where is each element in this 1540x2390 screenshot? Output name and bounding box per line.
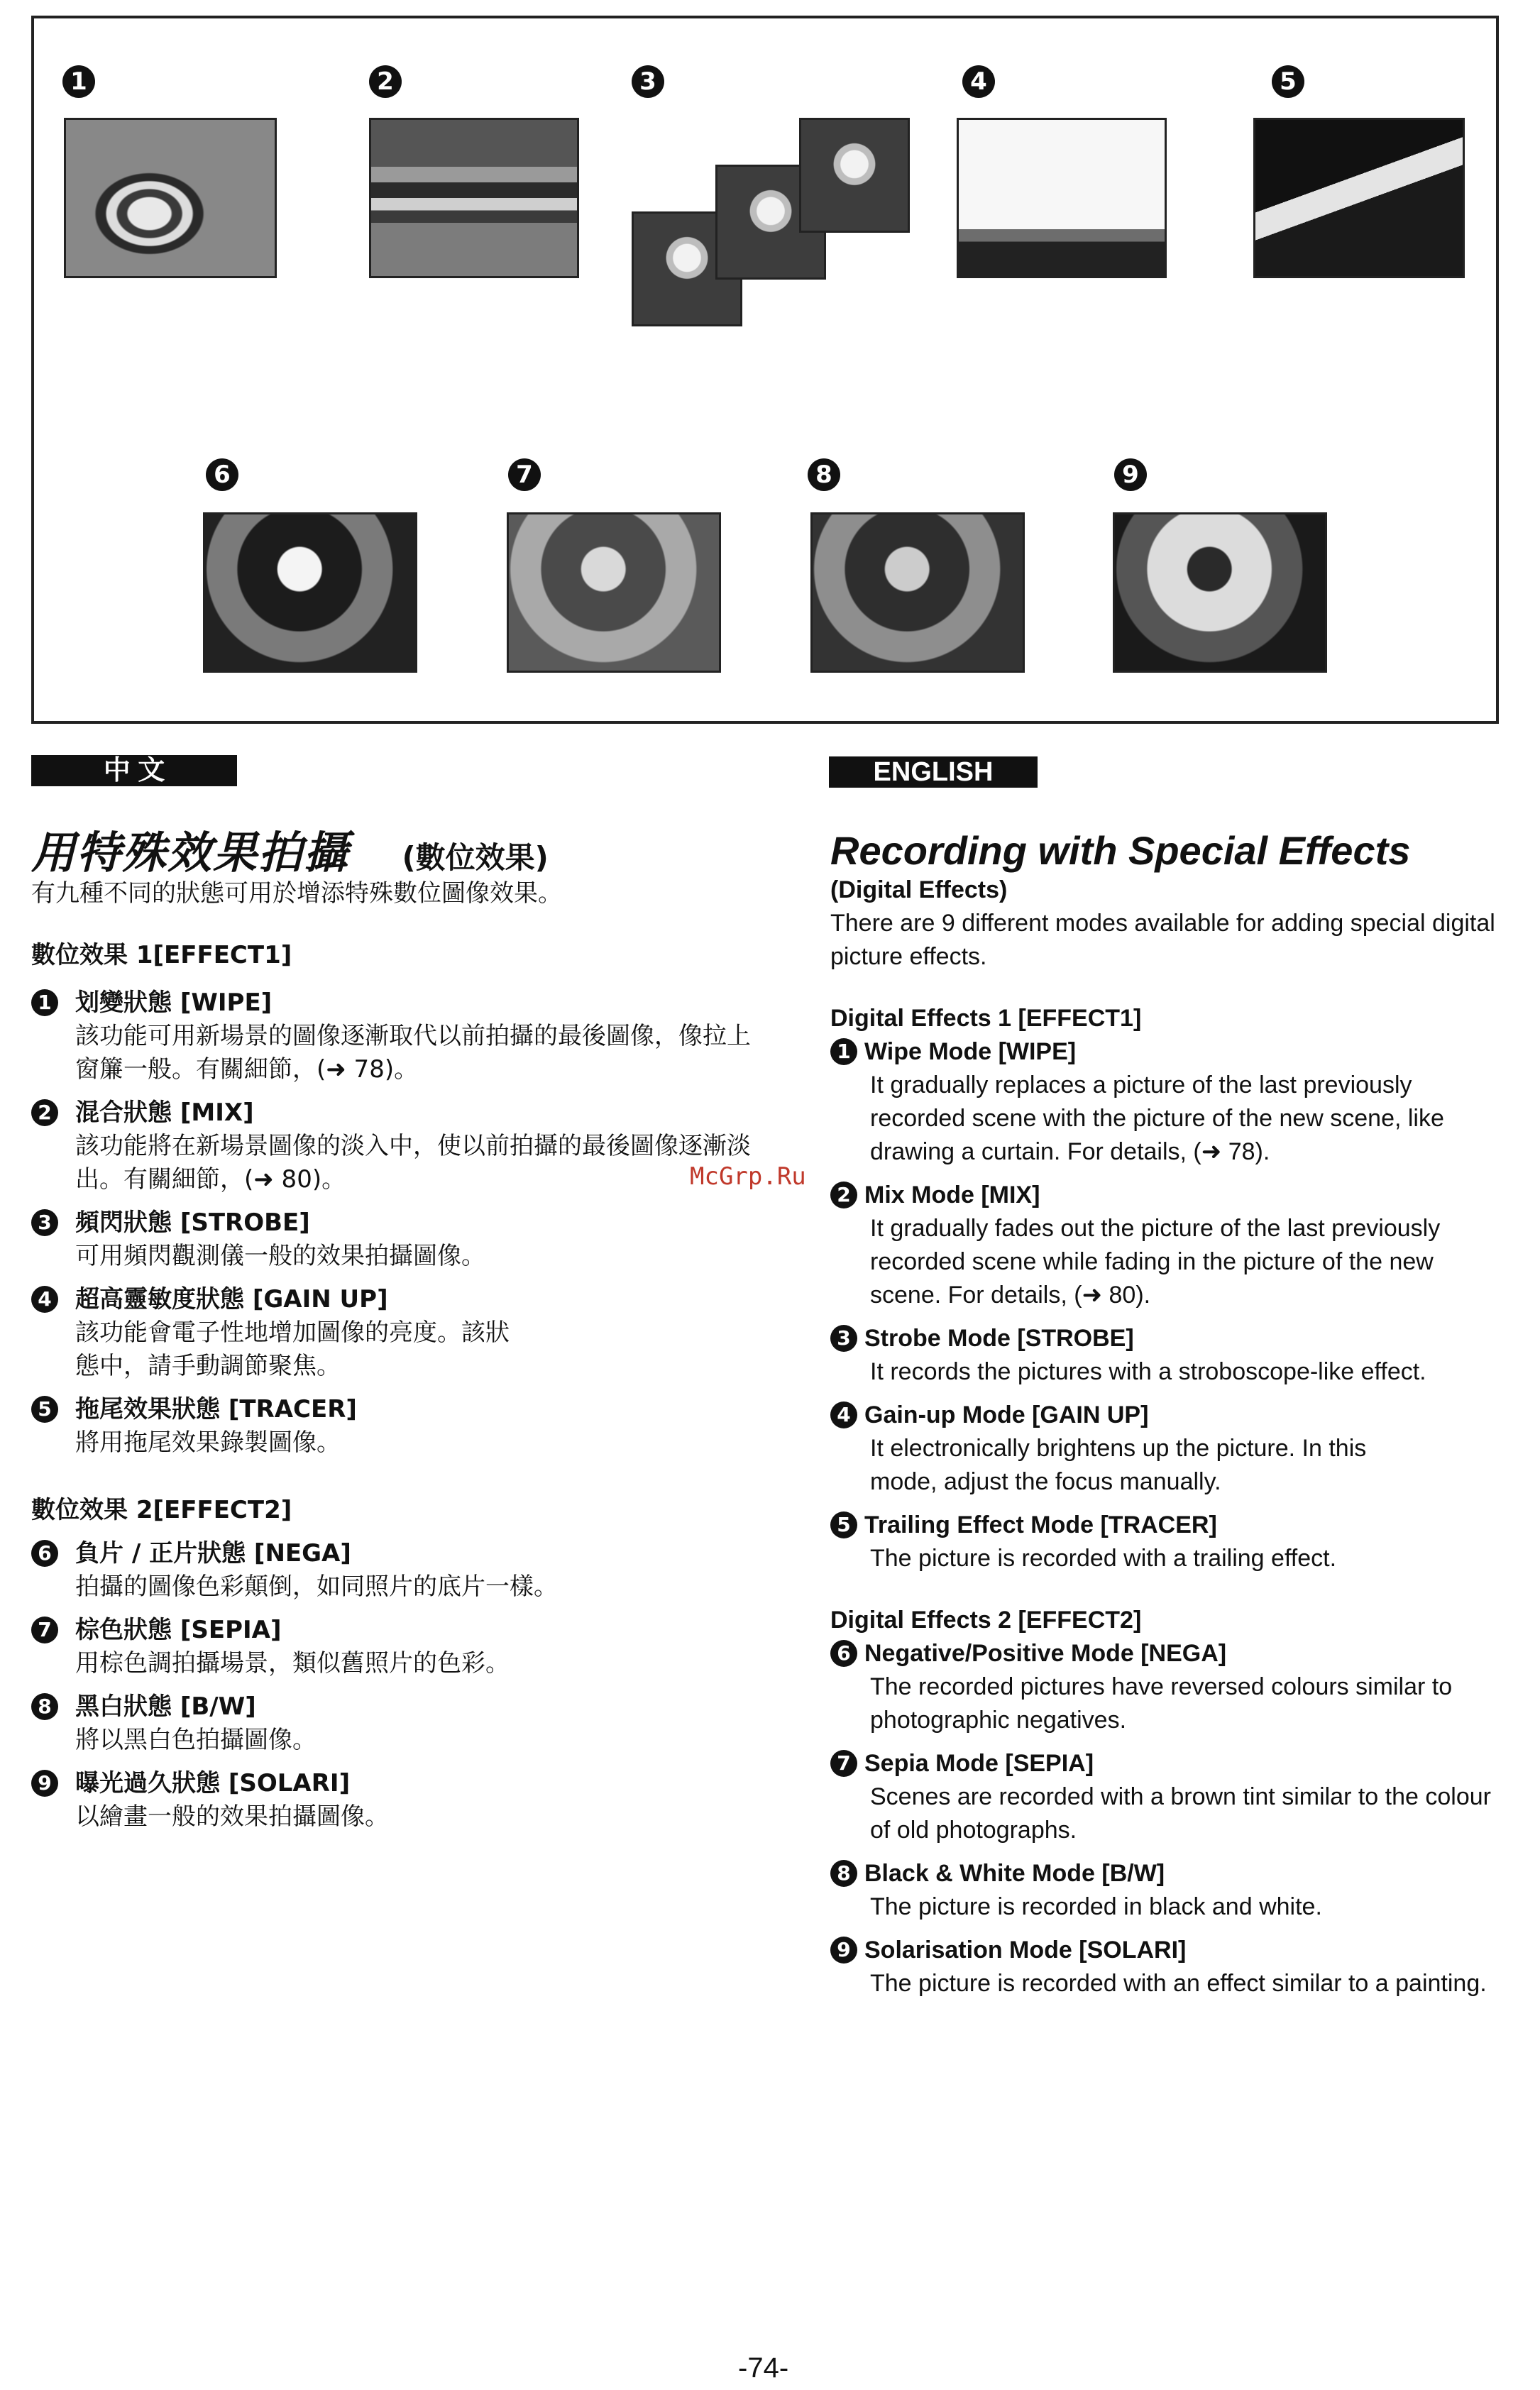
chinese-item-strobe <box>31 1206 769 1273</box>
number-4-icon: 4 <box>830 1401 857 1428</box>
number-3-icon: 3 <box>31 1209 58 1236</box>
photo-number-1: 1 <box>62 65 95 98</box>
english-item-description: The picture is recorded with a trailing effect. <box>870 1545 1337 1572</box>
english-intro: There are 9 different modes available for adding special digital picture effects. <box>830 910 1495 970</box>
english-item-heading: Strobe Mode [STROBE] <box>864 1325 1134 1352</box>
chinese-item-solari <box>31 1767 769 1834</box>
english-item-nega <box>830 1637 1505 1737</box>
chinese-item-description: 可用頻閃觀測儀一般的效果拍攝圖像。 <box>75 1242 485 1270</box>
english-column <box>830 827 1505 2000</box>
chinese-item-heading: 超高靈敏度狀態 [GAIN UP] <box>75 1285 388 1314</box>
chinese-item-description: 該功能將在新場景圖像的淡入中，使以前拍攝的最後圖像逐漸淡出。有關細節，(➜ 80)。 <box>75 1132 751 1194</box>
number-1-icon: 1 <box>830 1038 857 1065</box>
chinese-item-description: 用棕色調拍攝場景，類似舊照片的色彩。 <box>75 1649 510 1678</box>
page-number: -74- <box>738 2352 789 2384</box>
chinese-title-row <box>31 817 769 877</box>
photo-mix-example <box>369 118 579 278</box>
english-effect2-heading: Digital Effects 2 [EFFECT2] <box>830 1607 1142 1634</box>
chinese-item-heading: 曝光過久狀態 [SOLARI] <box>75 1769 351 1797</box>
number-6-icon: 6 <box>830 1640 857 1667</box>
english-item-description: The picture is recorded in black and white. <box>870 1893 1322 1920</box>
number-5-icon: 5 <box>830 1511 857 1538</box>
site-watermark: McGrp.Ru <box>690 1162 806 1191</box>
number-7-icon: 7 <box>830 1750 857 1777</box>
english-item-bw <box>830 1857 1505 1924</box>
english-section-badge: ENGLISH <box>829 756 1038 788</box>
chinese-section-badge: 中 文 <box>31 755 237 786</box>
chinese-effect1-heading: 數位效果 1[EFFECT1] <box>31 941 292 969</box>
english-item-description: It electronically brightens up the picture. In this mode, adjust the focus manually. <box>870 1435 1367 1495</box>
english-item-description: It gradually replaces a picture of the last previously recorded scene with the picture of the new scene, like drawing a curtain. For details, (➜ 78). <box>870 1072 1444 1165</box>
english-effect1-heading: Digital Effects 1 [EFFECT1] <box>830 1005 1142 1032</box>
photo-strobe-example-c <box>799 118 910 233</box>
photo-number-9: 9 <box>1114 458 1147 491</box>
chinese-item-heading: 拖尾效果狀態 [TRACER] <box>75 1395 357 1423</box>
chinese-item-description: 該功能可用新場景的圖像逐漸取代以前拍攝的最後圖像，像拉上窗簾一般。有關細節，(➜ 78)。 <box>75 1022 751 1084</box>
english-item-sepia <box>830 1747 1505 1847</box>
number-1-icon: 1 <box>31 989 58 1016</box>
photo-gainup-example <box>957 118 1167 278</box>
chinese-item-wipe <box>31 986 769 1086</box>
photo-wipe-example <box>64 118 277 278</box>
english-item-heading: Wipe Mode [WIPE] <box>864 1038 1077 1065</box>
chinese-item-heading: 划變狀態 [WIPE] <box>75 989 273 1017</box>
photo-number-7: 7 <box>508 458 541 491</box>
number-5-icon: 5 <box>31 1396 58 1423</box>
chinese-item-heading: 黑白狀態 [B/W] <box>75 1692 256 1721</box>
photo-tracer-example <box>1253 118 1465 278</box>
photo-number-6: 6 <box>206 458 238 491</box>
chinese-item-heading: 頻閃狀態 [STROBE] <box>75 1208 310 1237</box>
english-item-solari <box>830 1934 1505 2000</box>
number-2-icon: 2 <box>31 1099 58 1126</box>
chinese-intro: 有九種不同的狀態可用於增添特殊數位圖像效果。 <box>31 879 562 908</box>
chinese-item-tracer <box>31 1393 769 1460</box>
chinese-item-heading: 棕色狀態 [SEPIA] <box>75 1616 282 1644</box>
number-4-icon: 4 <box>31 1286 58 1313</box>
number-6-icon: 6 <box>31 1540 58 1567</box>
english-item-heading: Black & White Mode [B/W] <box>864 1860 1165 1887</box>
english-item-description: The picture is recorded with an effect similar to a painting. <box>870 1970 1487 1997</box>
english-item-wipe <box>830 1035 1505 1169</box>
chinese-column <box>31 817 769 1834</box>
chinese-item-heading: 混合狀態 [MIX] <box>75 1098 254 1127</box>
english-item-heading: Mix Mode [MIX] <box>864 1182 1040 1208</box>
number-8-icon: 8 <box>31 1693 58 1720</box>
chinese-item-bw <box>31 1690 769 1757</box>
photo-nega-example <box>203 512 417 673</box>
english-item-tracer <box>830 1509 1505 1575</box>
number-7-icon: 7 <box>31 1617 58 1643</box>
english-page-title: Recording with Special Effects <box>830 828 1411 873</box>
photo-number-4: 4 <box>962 65 995 98</box>
number-2-icon: 2 <box>830 1182 857 1208</box>
english-item-heading: Trailing Effect Mode [TRACER] <box>864 1511 1217 1538</box>
english-page-subtitle: (Digital Effects) <box>830 876 1008 903</box>
number-8-icon: 8 <box>830 1860 857 1887</box>
english-item-heading: Sepia Mode [SEPIA] <box>864 1750 1094 1777</box>
english-item-heading: Solarisation Mode [SOLARI] <box>864 1937 1187 1964</box>
english-item-description: The recorded pictures have reversed colours similar to photographic negatives. <box>870 1673 1453 1734</box>
english-item-description: Scenes are recorded with a brown tint similar to the colour of old photographs. <box>870 1783 1491 1844</box>
english-item-description: It gradually fades out the picture of the last previously recorded scene while fading in the picture of the new scene. For details, (➜ 80). <box>870 1215 1441 1309</box>
photo-sepia-example <box>507 512 721 673</box>
photo-number-3: 3 <box>632 65 664 98</box>
chinese-item-description: 該功能會電子性地增加圖像的亮度。該狀態中，請手動調節聚焦。 <box>75 1318 510 1380</box>
number-9-icon: 9 <box>830 1937 857 1964</box>
english-item-gainup <box>830 1399 1505 1499</box>
english-item-description: It records the pictures with a stroboscope-like effect. <box>870 1358 1426 1385</box>
number-9-icon: 9 <box>31 1770 58 1797</box>
chinese-item-description: 將用拖尾效果錄製圖像。 <box>75 1428 341 1457</box>
chinese-item-description: 將以黑白色拍攝圖像。 <box>75 1726 317 1754</box>
chinese-effect2-heading: 數位效果 2[EFFECT2] <box>31 1496 292 1524</box>
photo-number-2: 2 <box>369 65 402 98</box>
chinese-item-description: 拍攝的圖像色彩顛倒，如同照片的底片一樣。 <box>75 1573 558 1601</box>
example-photos-frame <box>31 16 1499 724</box>
chinese-page-title: 用特殊效果拍攝 <box>31 827 350 879</box>
chinese-page-subtitle: (數位效果) <box>402 840 549 875</box>
english-item-heading: Gain-up Mode [GAIN UP] <box>864 1401 1149 1428</box>
photo-solari-example <box>1113 512 1327 673</box>
chinese-item-heading: 負片 / 正片狀態 [NEGA] <box>75 1539 351 1568</box>
chinese-item-description: 以繪畫一般的效果拍攝圖像。 <box>75 1802 389 1831</box>
photo-number-8: 8 <box>808 458 840 491</box>
number-3-icon: 3 <box>830 1325 857 1352</box>
chinese-item-sepia <box>31 1614 769 1680</box>
english-item-heading: Negative/Positive Mode [NEGA] <box>864 1640 1227 1667</box>
english-item-strobe <box>830 1322 1505 1389</box>
photo-number-5: 5 <box>1272 65 1304 98</box>
chinese-item-nega <box>31 1537 769 1604</box>
photo-bw-example <box>810 512 1025 673</box>
chinese-item-gainup <box>31 1283 769 1383</box>
chinese-item-mix <box>31 1096 769 1196</box>
english-item-mix <box>830 1179 1505 1312</box>
